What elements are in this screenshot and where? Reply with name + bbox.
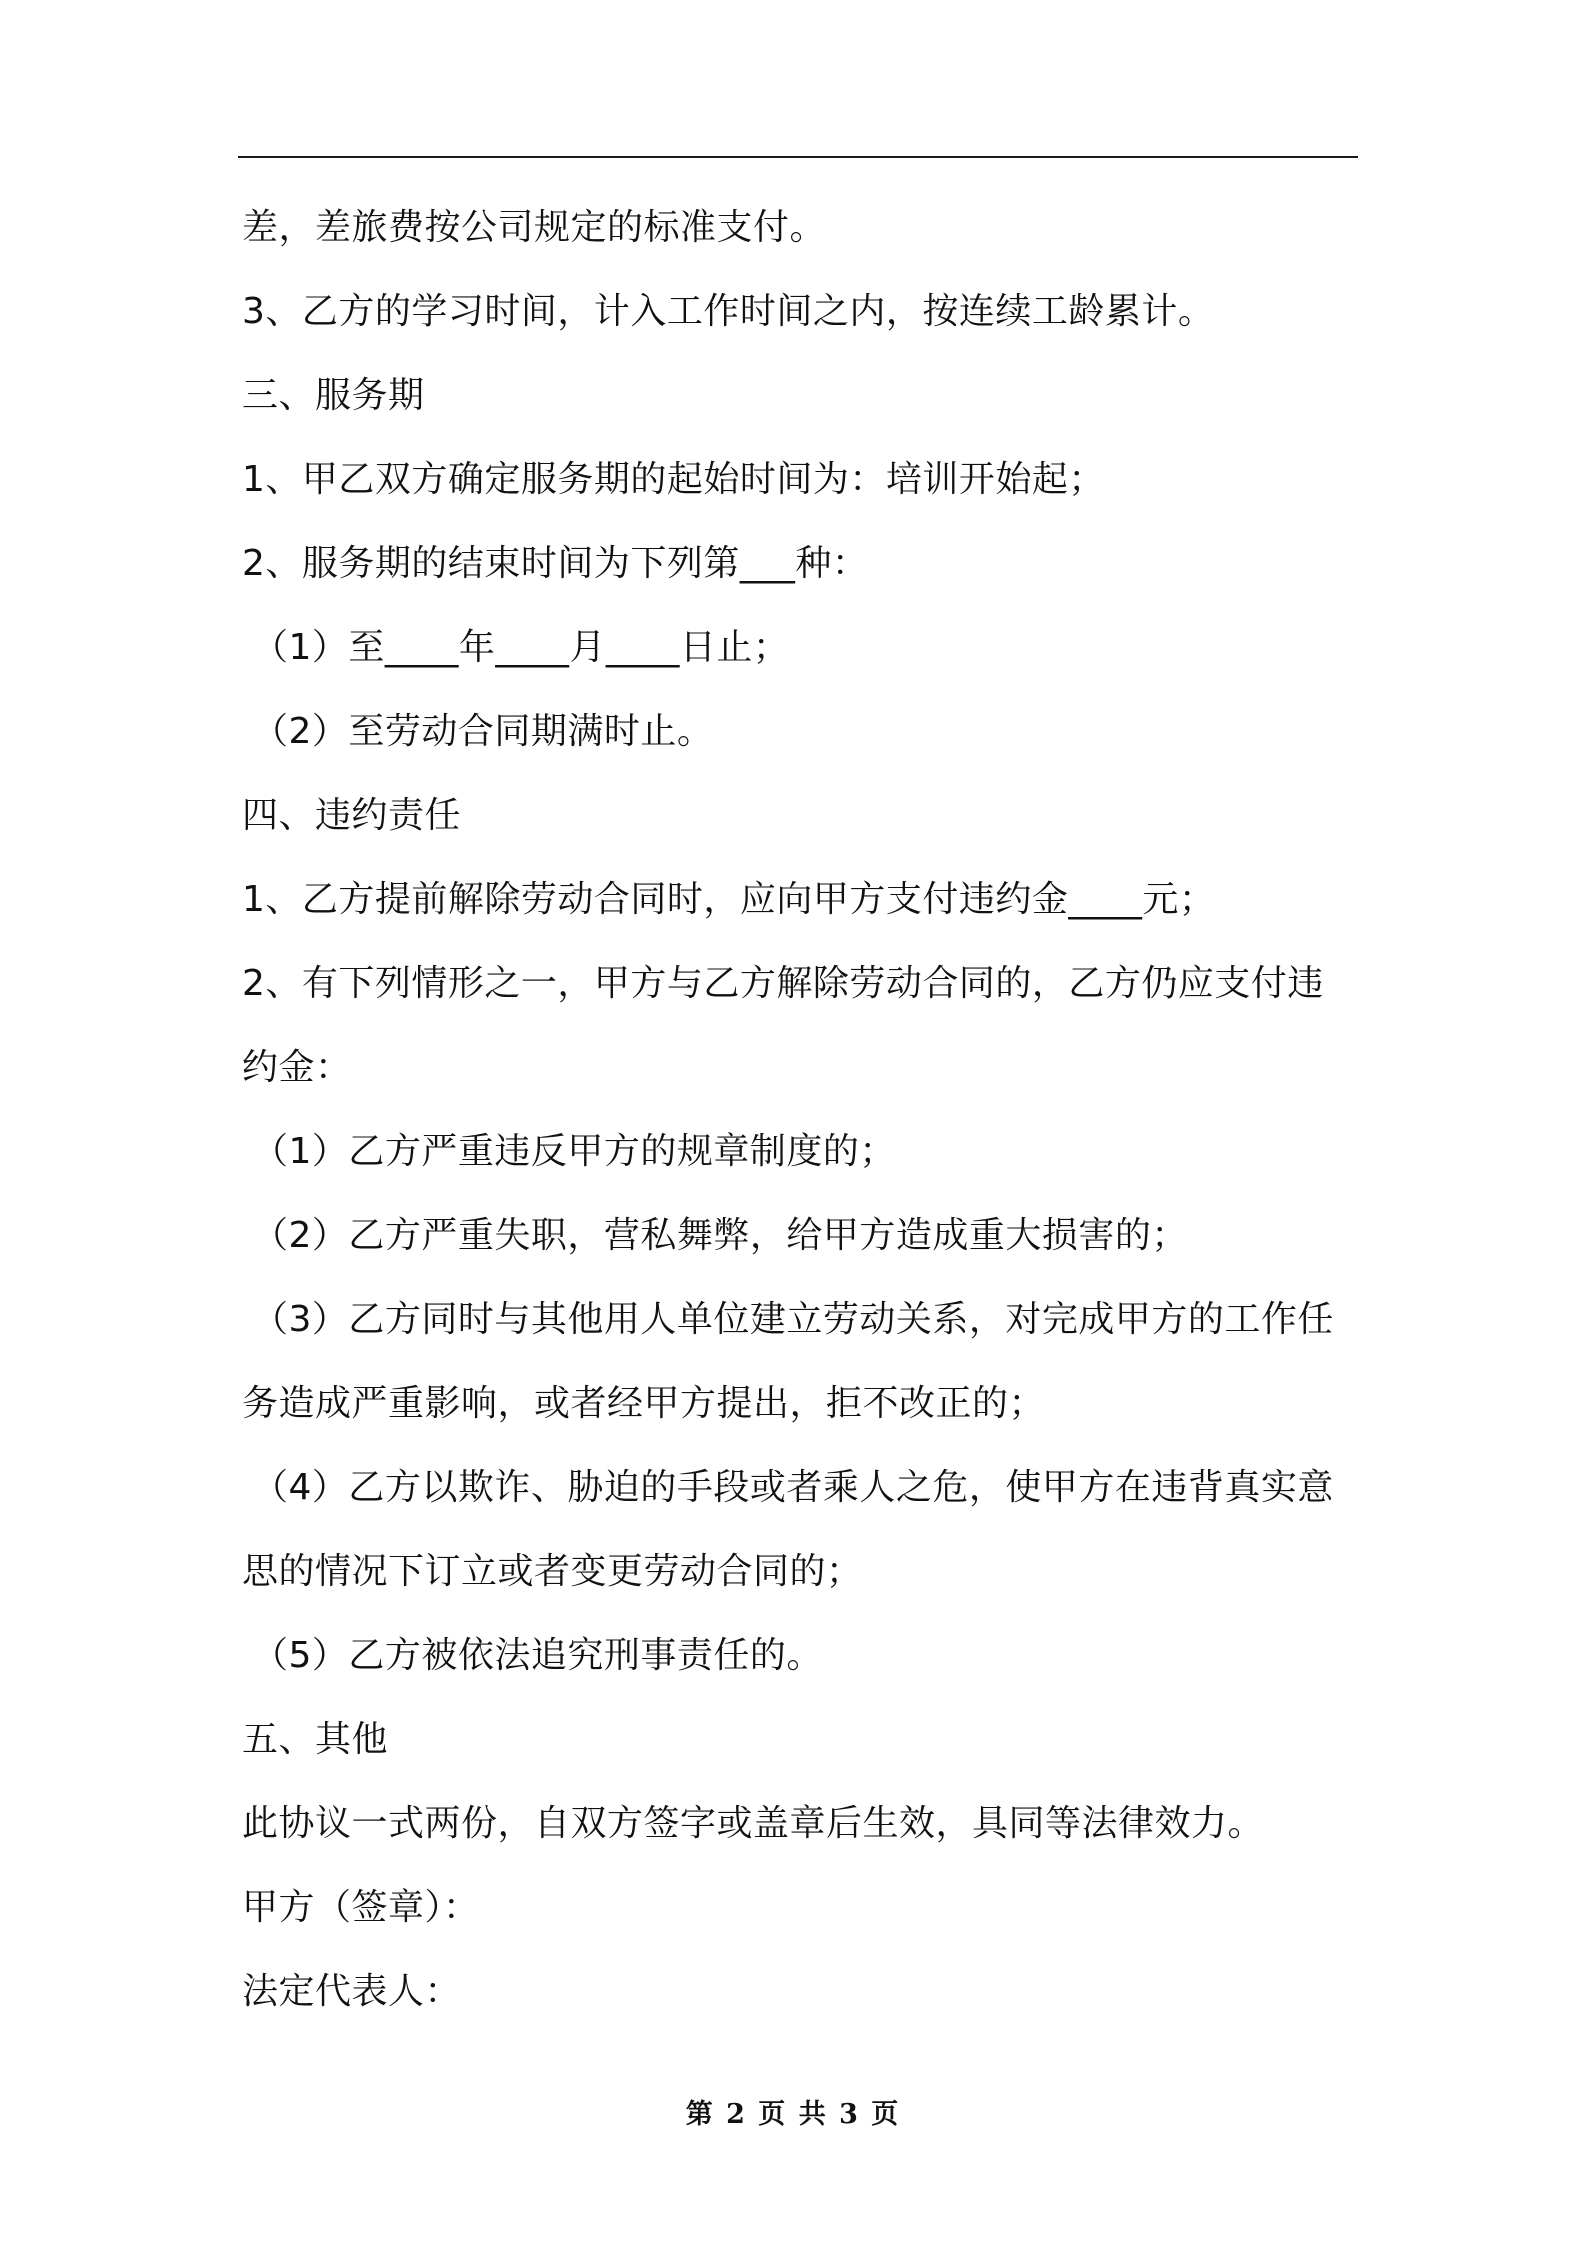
document-line: 三、服务期 [242,375,425,416]
document-line: 约金： [242,1047,352,1088]
document-line: 3、乙方的学习时间，计入工作时间之内，按连续工龄累计。 [242,291,1215,332]
document-line: 法定代表人： [242,1971,462,2012]
document-line: 1、甲乙双方确定服务期的起始时间为：培训开始起； [242,459,1105,500]
document-line: 甲方（签章）： [242,1887,480,1928]
document-line: （4）乙方以欺诈、胁迫的手段或者乘人之危，使甲方在违背真实意 [252,1467,1334,1508]
document-line: 2、有下列情形之一，甲方与乙方解除劳动合同的，乙方仍应支付违 [242,963,1324,1004]
document-line: 差，差旅费按公司规定的标准支付。 [242,207,827,248]
document-line: （1）乙方严重违反甲方的规章制度的； [252,1131,896,1172]
document-line: （1）至____年____月____日止； [252,627,790,668]
document-line: 四、违约责任 [242,795,462,836]
document-line: （2）乙方严重失职，营私舞弊，给甲方造成重大损害的； [252,1215,1188,1256]
document-line: 此协议一式两份，自双方签字或盖章后生效，具同等法律效力。 [242,1803,1265,1844]
document-line: 务造成严重影响，或者经甲方提出，拒不改正的； [242,1383,1046,1424]
document-line: 2、服务期的结束时间为下列第___种： [242,543,869,584]
document-line: （5）乙方被依法追究刑事责任的。 [252,1635,823,1676]
page-number-footer: 第 2 页 共 3 页 [685,2099,901,2130]
document-line: 1、乙方提前解除劳动合同时，应向甲方支付违约金____元； [242,879,1216,920]
document-line: 思的情况下订立或者变更劳动合同的； [242,1551,863,1592]
header-rule [238,156,1358,158]
document-body [242,186,1360,2034]
document-line: 五、其他 [242,1719,389,1760]
document-line: （2）至劳动合同期满时止。 [252,711,714,752]
document-line: （3）乙方同时与其他用人单位建立劳动关系，对完成甲方的工作任 [252,1299,1334,1340]
